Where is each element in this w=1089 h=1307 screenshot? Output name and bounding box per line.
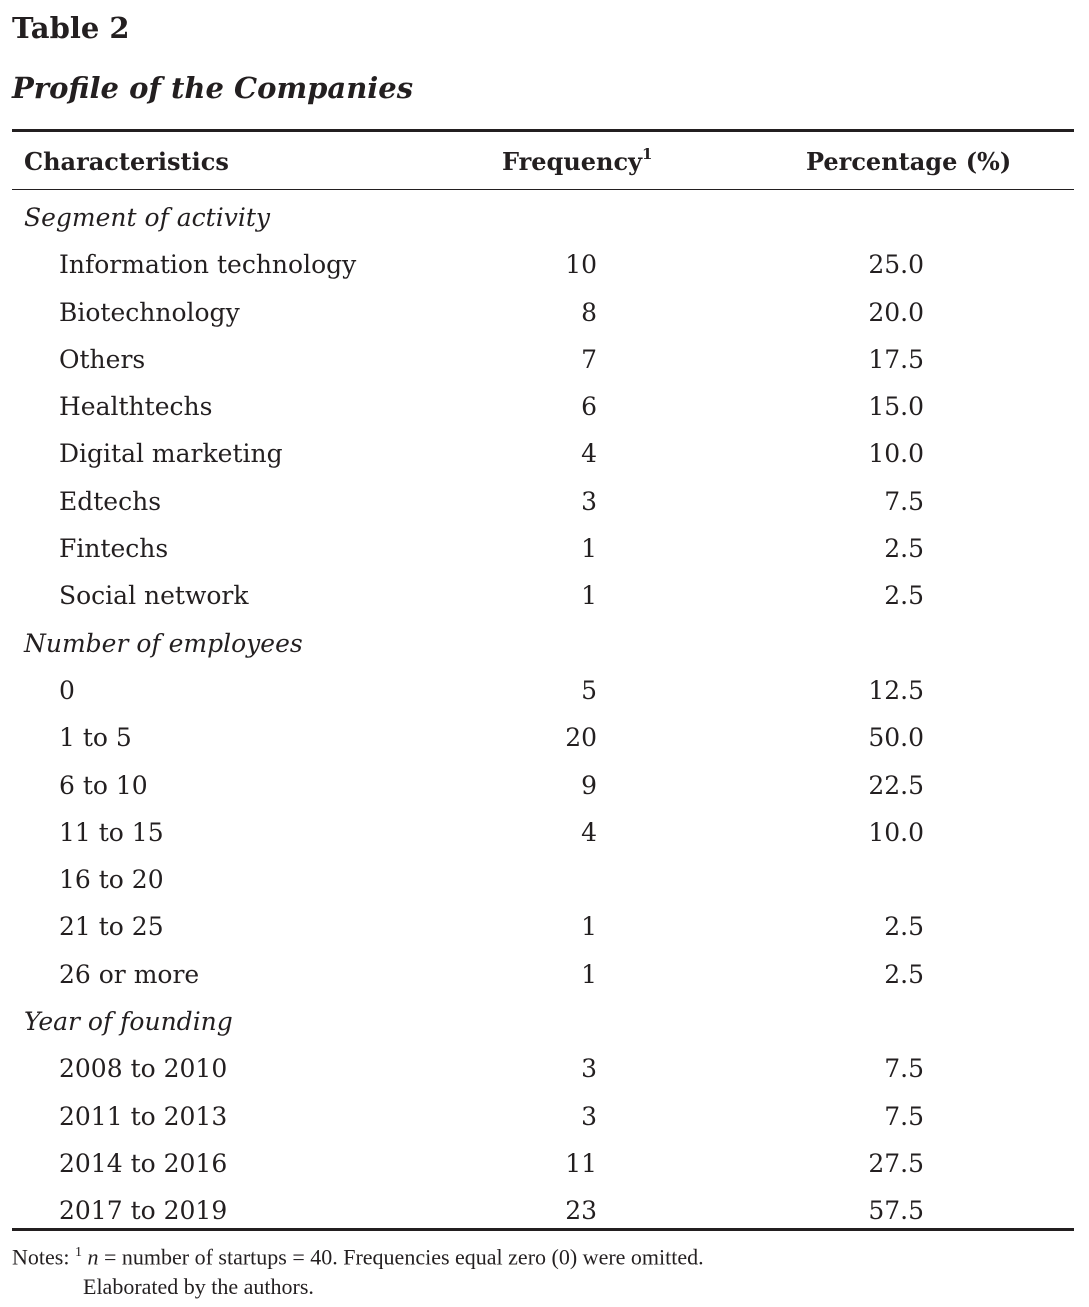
row-label: Social network: [59, 581, 249, 611]
table-number: Table 2: [12, 11, 130, 45]
frequency-cell: 23: [565, 1196, 597, 1226]
header-rule: [12, 189, 1074, 190]
row-label: Digital marketing: [59, 439, 283, 469]
header-characteristics: Characteristics: [24, 147, 229, 176]
row-label: 26 or more: [59, 959, 200, 989]
table-row: [0, 572, 1089, 619]
notes-line-1-text: = number of startups = 40. Frequencies equal zero (0) were omitted.: [98, 1244, 704, 1270]
table-row: [0, 336, 1089, 383]
percentage-cell: 22.5: [868, 770, 924, 800]
frequency-cell: 1: [581, 912, 597, 942]
row-label: 1 to 5: [59, 723, 132, 753]
frequency-cell: 1: [581, 959, 597, 989]
table-row: [0, 478, 1089, 525]
header-percentage: Percentage (%): [806, 147, 1012, 176]
table-row: [0, 241, 1089, 288]
percentage-cell: 17.5: [868, 344, 924, 374]
section-label: Segment of activity: [24, 203, 271, 232]
frequency-cell: 9: [581, 770, 597, 800]
table-row: [0, 714, 1089, 761]
percentage-cell: 20.0: [868, 297, 924, 327]
row-label: 2017 to 2019: [59, 1196, 228, 1226]
percentage-cell: 50.0: [868, 723, 924, 753]
notes-n-variable: n: [87, 1244, 99, 1270]
frequency-cell: 10: [565, 250, 597, 280]
header-frequency-label: Frequency: [502, 147, 643, 176]
row-label: Biotechnology: [59, 297, 240, 327]
percentage-cell: 2.5: [884, 581, 924, 611]
row-label: 2011 to 2013: [59, 1101, 228, 1131]
percentage-cell: 7.5: [884, 1101, 924, 1131]
frequency-cell: 8: [581, 297, 597, 327]
percentage-cell: 7.5: [884, 1054, 924, 1084]
frequency-cell: 11: [565, 1148, 597, 1178]
section-header-row: [0, 998, 1089, 1045]
percentage-cell: 15.0: [868, 392, 924, 422]
table-row: [0, 383, 1089, 430]
notes-footnote-marker: 1: [74, 1245, 82, 1260]
notes-prefix: Notes:: [12, 1244, 75, 1270]
frequency-cell: 1: [581, 534, 597, 564]
percentage-cell: 2.5: [884, 959, 924, 989]
notes-line-2: Elaborated by the authors.: [83, 1274, 314, 1300]
table-row: [0, 809, 1089, 856]
row-label: 2014 to 2016: [59, 1148, 228, 1178]
table-header-row: [0, 140, 1089, 184]
table-row: [0, 1140, 1089, 1187]
row-label: Others: [59, 344, 146, 374]
percentage-cell: 25.0: [868, 250, 924, 280]
row-label: 0: [59, 675, 75, 705]
frequency-cell: 3: [581, 486, 597, 516]
frequency-cell: 4: [581, 439, 597, 469]
percentage-cell: 12.5: [868, 675, 924, 705]
section-header-row: [0, 620, 1089, 667]
section-label: Number of employees: [24, 628, 303, 658]
row-label: Information technology: [59, 250, 357, 280]
header-frequency: [502, 140, 652, 184]
table-row: [0, 1093, 1089, 1140]
percentage-cell: 27.5: [868, 1148, 924, 1178]
table-row: [0, 289, 1089, 336]
table-row: [0, 856, 1089, 903]
table-body: [0, 194, 1089, 1235]
table-row: [0, 525, 1089, 572]
frequency-cell: 3: [581, 1054, 597, 1084]
top-rule: [12, 129, 1074, 132]
section-header-row: [0, 194, 1089, 241]
table-row: [0, 951, 1089, 998]
frequency-cell: 5: [581, 675, 597, 705]
row-label: 2008 to 2010: [59, 1054, 228, 1084]
percentage-cell: 10.0: [868, 439, 924, 469]
frequency-cell: 4: [581, 817, 597, 847]
frequency-cell: 7: [581, 344, 597, 374]
row-label: Edtechs: [59, 486, 162, 516]
table-row: [0, 1045, 1089, 1092]
percentage-cell: 57.5: [868, 1196, 924, 1226]
frequency-cell: 1: [581, 581, 597, 611]
frequency-cell: 3: [581, 1101, 597, 1131]
table-row: [0, 430, 1089, 477]
row-label: Healthtechs: [59, 392, 213, 422]
table-notes: [12, 1238, 704, 1302]
table-row: [0, 903, 1089, 950]
percentage-cell: 10.0: [868, 817, 924, 847]
row-label: 6 to 10: [59, 770, 148, 800]
row-label: 21 to 25: [59, 912, 164, 942]
bottom-rule: [12, 1228, 1074, 1231]
frequency-cell: 6: [581, 392, 597, 422]
row-label: 16 to 20: [59, 865, 164, 895]
percentage-cell: 2.5: [884, 534, 924, 564]
percentage-cell: 2.5: [884, 912, 924, 942]
notes-line-1: [12, 1238, 704, 1272]
table-row: [0, 762, 1089, 809]
row-label: 11 to 15: [59, 817, 164, 847]
percentage-cell: 7.5: [884, 486, 924, 516]
frequency-cell: 20: [565, 723, 597, 753]
section-label: Year of founding: [24, 1007, 233, 1037]
footnote-marker: 1: [642, 145, 653, 163]
row-label: Fintechs: [59, 534, 169, 564]
table-row: [0, 667, 1089, 714]
table-title: Profile of the Companies: [12, 71, 414, 105]
